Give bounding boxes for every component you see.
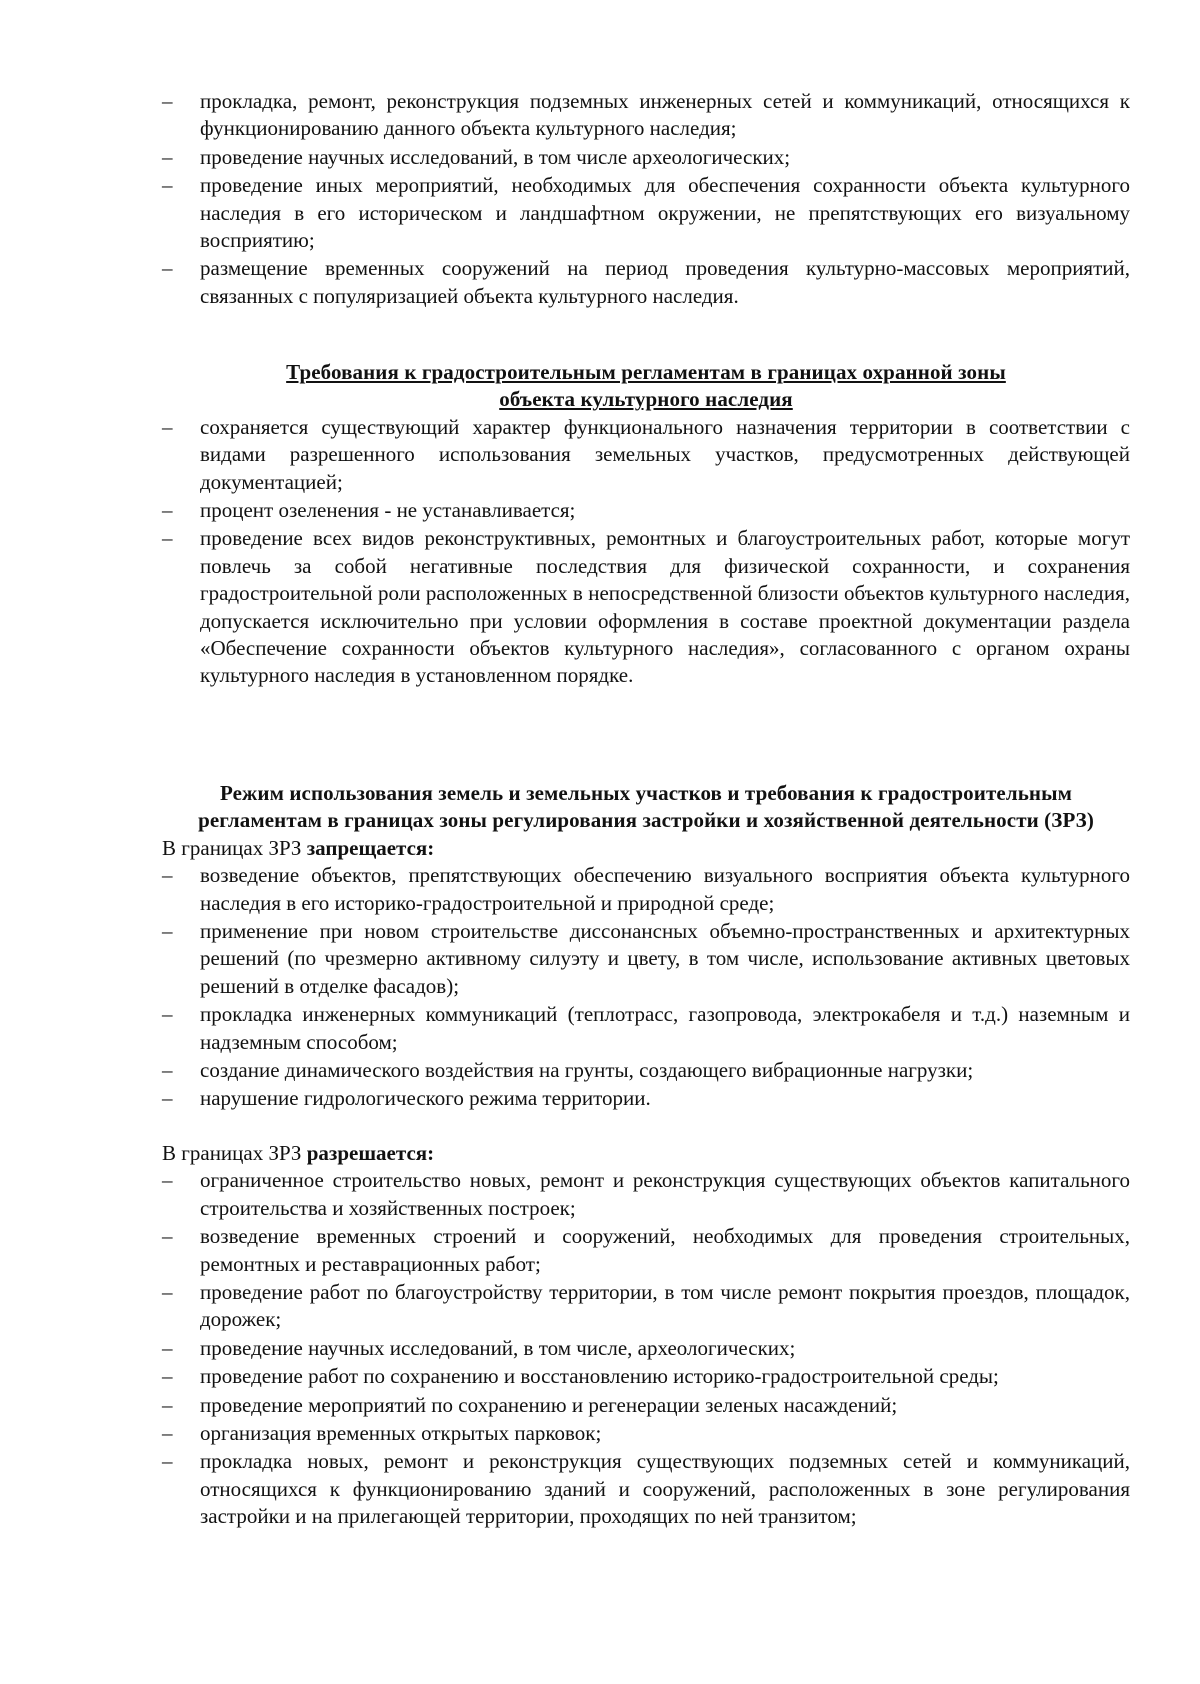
intro-bold: разрешается:	[306, 1140, 435, 1165]
list-item: – возведение объектов, препятствующих обеспечению визуального восприятия объекта культурного наследия в его историко-градостроительной и природной среде;	[162, 862, 1130, 917]
list-item: – ограниченное строительство новых, ремонт и реконструкция существующих объектов капитального строительства и хозяйственных построек;	[162, 1167, 1130, 1222]
list-item: – процент озеленения - не устанавливается;	[162, 497, 1130, 524]
list-item: – нарушение гидрологического режима территории.	[162, 1085, 1130, 1112]
list-item: – прокладка новых, ремонт и реконструкция существующих подземных сетей и коммуникаций, относящихся к функционированию зданий и сооружений, расположенных в зоне регулирования застройки и на прилегающей территории, проходящих по ней транзитом;	[162, 1448, 1130, 1530]
list-item: – организация временных открытых парковок;	[162, 1420, 1130, 1447]
list-item: – проведение работ по благоустройству территории, в том числе ремонт покрытия проездов, площадок, дорожек;	[162, 1279, 1130, 1334]
list-item: – проведение иных мероприятий, необходимых для обеспечения сохранности объекта культурного наследия в его историческом и ландшафтном окружении, не препятствующих его визуальному восприятию;	[162, 172, 1130, 254]
list-item: – проведение мероприятий по сохранению и регенерации зеленых насаждений;	[162, 1392, 1130, 1419]
list-item: – прокладка инженерных коммуникаций (теплотрасс, газопровода, электрокабеля и т.д.) наземным и надземным способом;	[162, 1001, 1130, 1056]
list-item: – проведение научных исследований, в том числе археологических;	[162, 144, 1130, 171]
prohibited-list	[162, 862, 1130, 1113]
section-heading: Требования к градостроительным регламентам в границах охранной зоны объекта культурного наследия	[286, 360, 1006, 412]
list-item: – сохраняется существующий характер функционального назначения территории в соответствии с видами разрешенного использования земельных участков, предусмотренных действующей документацией;	[162, 414, 1130, 496]
list-item: – проведение работ по сохранению и восстановлению историко-градостроительной среды;	[162, 1363, 1130, 1390]
section-list	[162, 414, 1130, 690]
prohibited-intro	[162, 835, 1130, 862]
top-list	[162, 88, 1130, 310]
section-heading: Режим использования земель и земельных участков и требования к градостроительным регламентам в границах зоны регулирования застройки и хозяйственной деятельности (ЗРЗ)	[198, 781, 1094, 833]
intro-prefix: В границах ЗРЗ	[162, 1140, 307, 1165]
list-item: – создание динамического воздействия на грунты, создающего вибрационные нагрузки;	[162, 1057, 1130, 1084]
section-zrz	[162, 780, 1130, 1531]
intro-prefix: В границах ЗРЗ	[162, 835, 307, 860]
allowed-intro	[162, 1140, 1130, 1167]
allowed-list	[162, 1167, 1130, 1530]
top-list-block	[162, 88, 1130, 310]
section-protection-zone	[162, 359, 1130, 690]
intro-bold: запрещается:	[306, 835, 435, 860]
list-item: – проведение научных исследований, в том числе, археологических;	[162, 1335, 1130, 1362]
list-item: – применение при новом строительстве диссонансных объемно-пространственных и архитектурных решений (по чрезмерно активному силуэту и цвету, в том числе, использование активных цветовых решений в отделке фасадов);	[162, 918, 1130, 1000]
list-item: – размещение временных сооружений на период проведения культурно-массовых мероприятий, связанных с популяризацией объекта культурного наследия.	[162, 255, 1130, 310]
list-item: – проведение всех видов реконструктивных, ремонтных и благоустроительных работ, которые могут повлечь за собой негативные последствия для физической сохранности, и сохранения градостроительной роли расположенных в непосредственной близости объектов культурного наследия, допускается исключительно при условии оформления в составе проектной документации раздела «Обеспечение сохранности объектов культурного наследия», согласованного с органом охраны культурного наследия в установленном порядке.	[162, 525, 1130, 689]
list-item: – прокладка, ремонт, реконструкция подземных инженерных сетей и коммуникаций, относящихся к функционированию данного объекта культурного наследия;	[162, 88, 1130, 143]
list-item: – возведение временных строений и сооружений, необходимых для проведения строительных, ремонтных и реставрационных работ;	[162, 1223, 1130, 1278]
